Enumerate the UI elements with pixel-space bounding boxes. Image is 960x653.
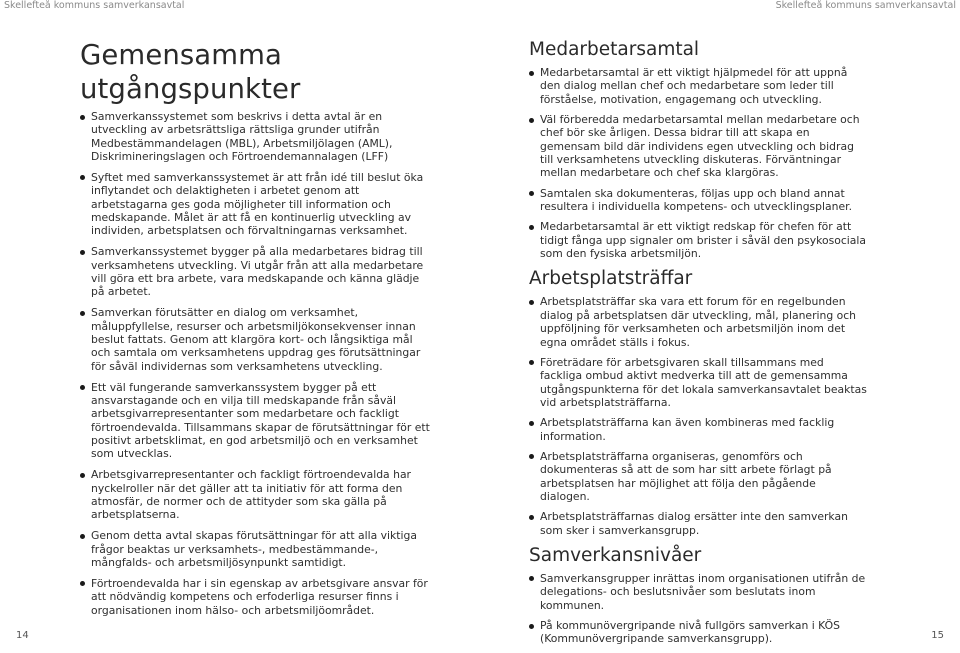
section-title-gemensamma-utgangspunkter: Gemensamma utgångspunkter [80, 39, 301, 105]
left-column [80, 38, 432, 624]
page-number-right: 15 [931, 630, 944, 641]
list-item: Företrädare för arbetsgivaren skall tillsammans med fackliga ombud aktivt medverka till att de gemensamma utgångspunkterna för det lokala samverkansavtalet beaktas vid arbetsplatsträffarna. [529, 356, 867, 409]
list-item: Medarbetarsamtal är ett viktigt redskap för chefen för att tidigt fånga upp signaler om brister i såväl den psykosociala som den fysiska arbetsmiljön. [529, 220, 867, 260]
list-item: Samverkanssystemet som beskrivs i detta avtal är en utveckling av arbetsrättsliga rättsliga grunder utifrån Medbestämmandelagen (MBL), Arbetsmiljölagen (AML), Diskrimineringslagen och Förtroendemannalagen (LFF) [80, 110, 432, 163]
list-item: Arbetsgivarrepresentanter och fackligt förtroendevalda har nyckelroller när det gäller att ta initiativ för att forma den atmosfär, de normer och de attityder som ska gälla på arbetsplatserna. [80, 468, 432, 521]
list-item: Samtalen ska dokumenteras, följas upp och bland annat resultera i individuella kompetens- och utvecklingsplaner. [529, 187, 867, 214]
list-item: Ett väl fungerande samverkanssystem bygger på ett ansvarstagande och en vilja till medskapande från såväl arbetsgivarrepresentanter som medarbetare och fackligt förtroendevalda. Tillsammans skapar de förutsättningar för ett positivt arbetsklimat, en god arbetsmiljö och en verksamhet som utvecklas. [80, 381, 432, 461]
running-header-right: Skellefteå kommuns samverkansavtal [775, 0, 956, 11]
bullet-list-gemensamma [80, 110, 432, 617]
running-header-left: Skellefteå kommuns samverkansavtal [4, 0, 185, 11]
list-item: Väl förberedda medarbetarsamtal mellan medarbetare och chef bör ske årligen. Dessa bidrar till att skapa en gemensam bild där individens egen utveckling och bidrag till verksamhetens utveckling diskuteras. Förväntningar mellan medarbetare och chef ska klargöras. [529, 113, 867, 180]
list-item: Förtroendevalda har i sin egenskap av arbetsgivare ansvar för att nödvändig kompetens och erfoderliga resurser finns i organisationen inom hälso- och arbetsmiljöområdet. [80, 577, 432, 617]
section-title-arbetsplatstraffar: Arbetsplatsträffar [529, 268, 693, 290]
list-item: Samverkan förutsätter en dialog om verksamhet, måluppfyllelse, resurser och arbetsmiljökonsekvenser innan beslut fattats. Genom att klargöra kort- och långsiktiga mål och samtala om verksamhetens uppdrag ges förutsättningar för såväl individernas som verksamhetens utveckling. [80, 306, 432, 373]
page-number-left: 14 [16, 630, 29, 641]
list-item: Arbetsplatsträffar ska vara ett forum för en regelbunden dialog på arbetsplatsen där utveckling, mål, planering och uppföljning för verksamheten och arbetsmiljön inom det egna området ställs i fokus. [529, 295, 867, 348]
right-column [529, 38, 867, 653]
section-title-medarbetarsamtal: Medarbetarsamtal [529, 39, 700, 60]
list-item: Samverkanssystemet bygger på alla medarbetares bidrag till verksamhetens utveckling. Vi utgår från att alla medarbetare vill göra ett bra arbete, vara medskapande och känna glädje på arbetet. [80, 245, 432, 298]
list-item: Arbetsplatsträffarnas dialog ersätter inte den samverkan som sker i samverkansgrupp. [529, 510, 867, 537]
section-title-samverkansnivaer: Samverkansnivåer [529, 544, 702, 566]
list-item: Arbetsplatsträffarna organiseras, genomförs och dokumenteras så att de som har sitt arbete förlagt på arbetsplatsen har möjlighet att följa den pågående dialogen. [529, 450, 867, 503]
list-item: Medarbetarsamtal är ett viktigt hjälpmedel för att uppnå den dialog mellan chef och medarbetare som leder till förståelse, motivation, engagemang och utveckling. [529, 66, 867, 106]
list-item: På kommunövergripande nivå fullgörs samverkan i KÖS (Kommunövergripande samverkansgrupp). [529, 619, 867, 646]
list-item: Syftet med samverkanssystemet är att från idé till beslut öka inflytandet och delaktigheten i arbetet genom att arbetstagarna ges goda möjligheter till information och medskapande. Målet är att få en kontinuerlig utveckling av individen, arbetsplatsen och förvaltningarnas verksamhet. [80, 171, 432, 238]
bullet-list-samverkansnivaer [529, 572, 867, 646]
list-item: Arbetsplatsträffarna kan även kombineras med facklig information. [529, 416, 867, 443]
list-item: Samverkansgrupper inrättas inom organisationen utifrån de delegations- och beslutsnivåer som beslutats inom kommunen. [529, 572, 867, 612]
bullet-list-arbetsplatstraffar [529, 295, 867, 537]
list-item: Genom detta avtal skapas förutsättningar för att alla viktiga frågor beaktas ur verksamhets-, medbestämmande-, mångfalds- och arbetsmiljösynpunkt samtidigt. [80, 529, 432, 569]
bullet-list-medarbetarsamtal [529, 66, 867, 260]
